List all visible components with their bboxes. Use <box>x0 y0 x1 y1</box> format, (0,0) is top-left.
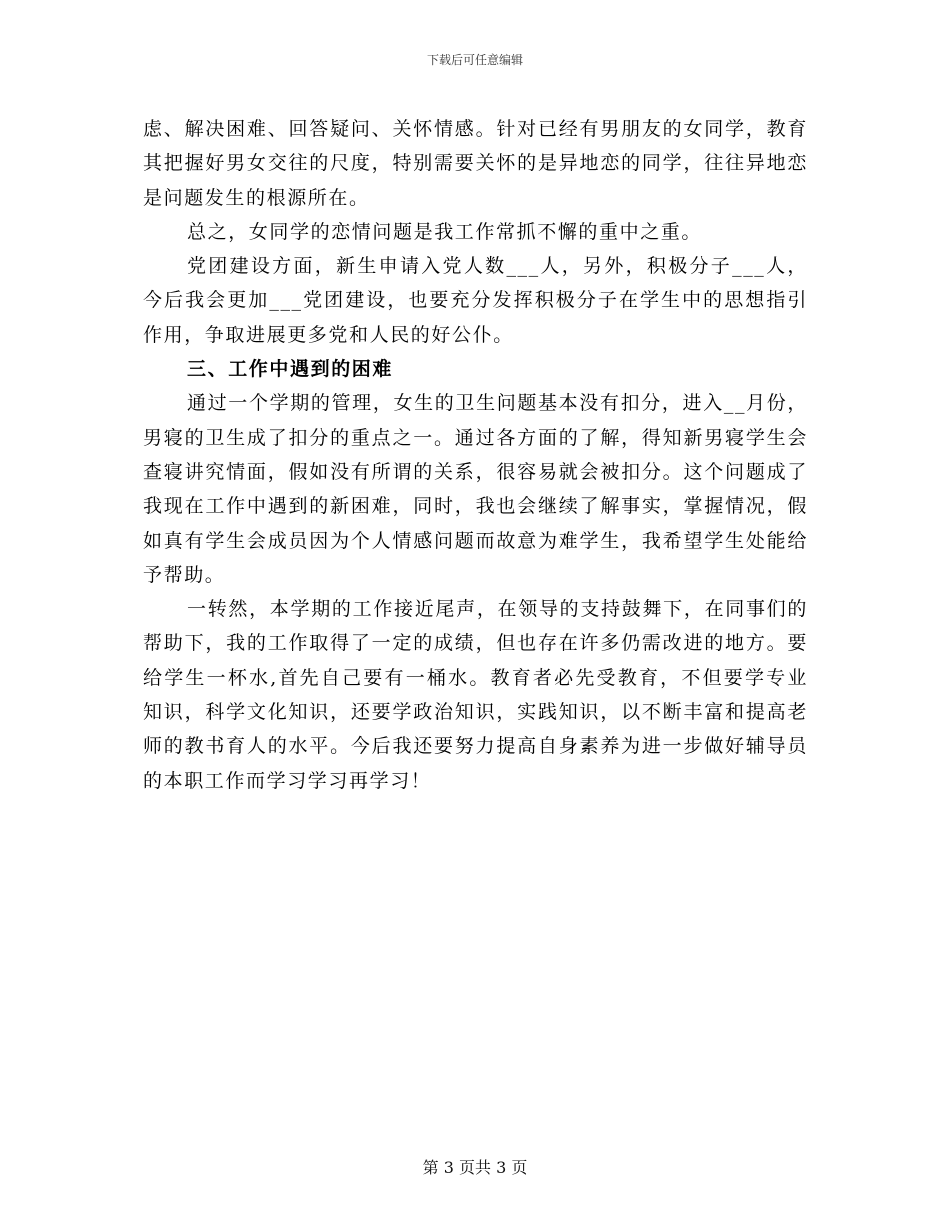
page-header: 下载后可任意编辑 <box>426 53 523 67</box>
paragraph-party-building: 党团建设方面，新生申请入党人数___人，另外，积极分子___人，今后我会更加___党团建设，也要充分发挥积极分子在学生中的思想指引作用，争取进展更多党和人民的好公仆。 <box>143 255 808 346</box>
section-heading-difficulties: 三、工作中遇到的困难 <box>187 358 394 381</box>
page-footer: 第 3 页共 3 页 <box>422 1158 528 1177</box>
paragraph-conclusion: 一转然，本学期的工作接近尾声，在领导的支持鼓舞下，在同事们的帮助下，我的工作取得了一定的成绩，但也存在许多仍需改进的地方。要给学生一杯水,首先自己要有一桶水。教育者必先受教育，不但要学专业知识，科学文化知识，还要学政治知识，实践知识，以不断丰富和提高老师的教书育人的水平。今后我还要努力提高自身素养为进一步做好辅导员的本职工作而学习学习再学习！ <box>143 598 808 792</box>
paragraph-difficulties: 通过一个学期的管理，女生的卫生问题基本没有扣分，进入__月份，男寝的卫生成了扣分的重点之一。通过各方面的了解，得知新男寝学生会查寝讲究情面，假如没有所谓的关系，很容易就会被扣分。这个问题成了我现在工作中遇到的新困难，同时，我也会继续了解事实，掌握情况，假如真有学生会成员因为个人情感问题而故意为难学生，我希望学生处能给予帮助。 <box>143 392 808 586</box>
paragraph-summary: 总之，女同学的恋情问题是我工作常抓不懈的重中之重。 <box>187 220 703 243</box>
paragraph-continuation: 虑、解决困难、回答疑问、关怀情感。针对已经有男朋友的女同学，教育其把握好男女交往的尺度，特别需要关怀的是异地恋的同学，往往异地恋是问题发生的根源所在。 <box>143 118 808 209</box>
document-body <box>143 112 808 798</box>
